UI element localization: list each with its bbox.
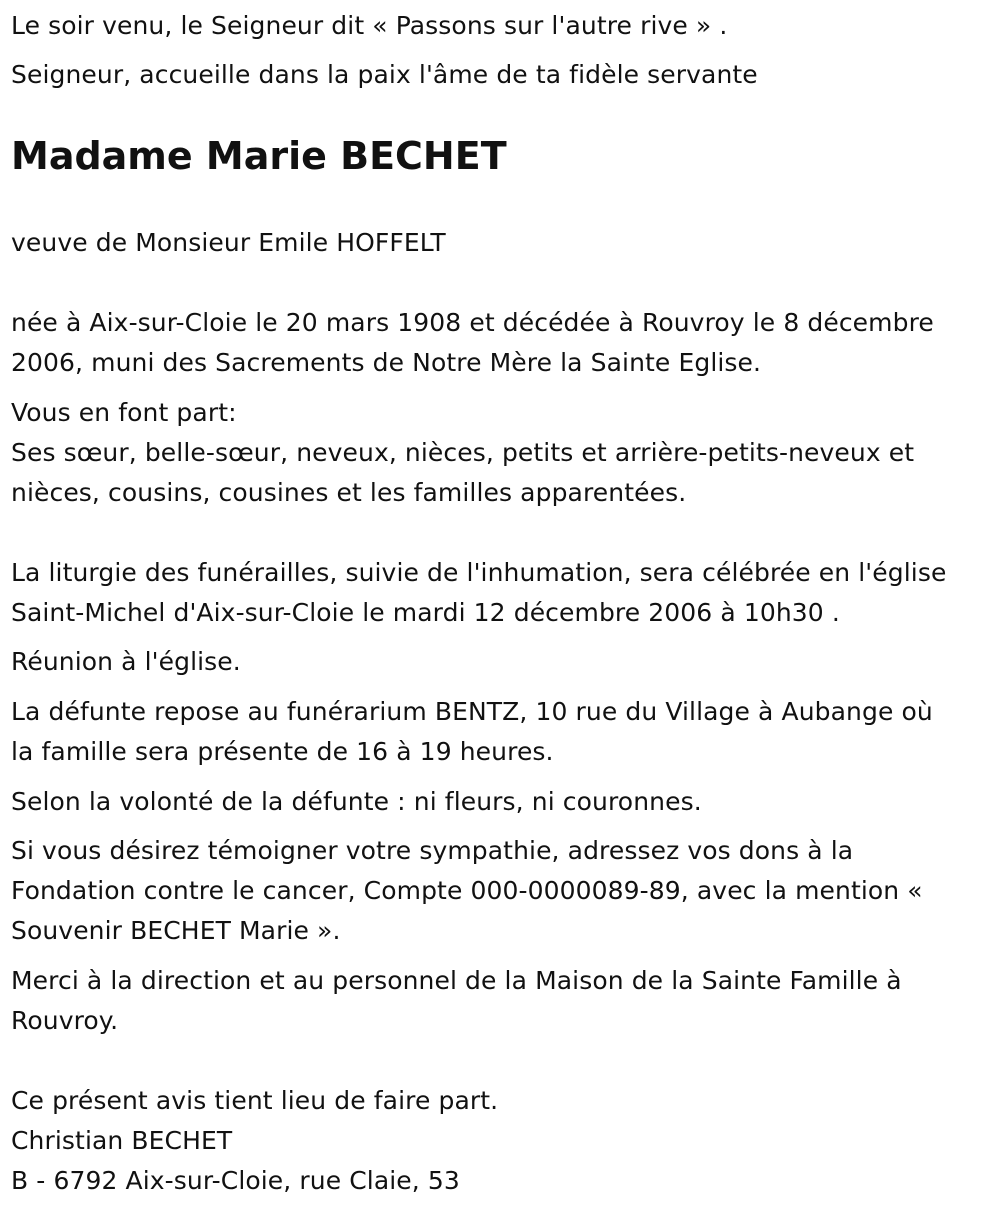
liturgy-text: Saint-Michel d'Aix-sur-Cloie le mardi 12 décembre 2006 à 10h30 . <box>11 598 840 627</box>
announcement-intro: Vous en font part: <box>11 398 237 427</box>
rest-place-text: la famille sera présente de 16 à 19 heures. <box>11 737 554 766</box>
thanks-text: Rouvroy. <box>11 1006 119 1035</box>
donation-text: Souvenir BECHET Marie ». <box>11 916 341 945</box>
family-text: nièces, cousins, cousines et les familles apparentées. <box>11 478 687 507</box>
wishes-text: Selon la volonté de la défunte : ni fleurs, ni couronnes. <box>11 787 702 816</box>
family-text: Ses sœur, belle-sœur, neveux, nièces, petits et arrière-petits-neveux et <box>11 438 915 467</box>
birth-death-text: née à Aix-sur-Cloie le 20 mars 1908 et décédée à Rouvroy le 8 décembre <box>11 308 934 337</box>
widow-of-text: veuve de Monsieur Emile HOFFELT <box>11 228 446 257</box>
birth-death-text: 2006, muni des Sacrements de Notre Mère la Sainte Eglise. <box>11 348 762 377</box>
donation-text: Fondation contre le cancer, Compte 000-0000089-89, avec la mention « <box>11 876 923 905</box>
closing-note: Ce présent avis tient lieu de faire part. <box>11 1086 499 1115</box>
signatory-address: B - 6792 Aix-sur-Cloie, rue Claie, 53 <box>11 1166 460 1195</box>
epigraph-line: Le soir venu, le Seigneur dit « Passons sur l'autre rive » . <box>11 11 728 40</box>
signatory-name: Christian BECHET <box>11 1126 233 1155</box>
donation-text: Si vous désirez témoigner votre sympathie, adressez vos dons à la <box>11 836 854 865</box>
meeting-text: Réunion à l'église. <box>11 647 241 676</box>
epigraph-line: Seigneur, accueille dans la paix l'âme de ta fidèle servante <box>11 60 758 89</box>
thanks-text: Merci à la direction et au personnel de la Maison de la Sainte Famille à <box>11 966 902 995</box>
deceased-name: Madame Marie BECHET <box>11 134 507 178</box>
rest-place-text: La défunte repose au funérarium BENTZ, 10 rue du Village à Aubange où <box>11 697 933 726</box>
liturgy-text: La liturgie des funérailles, suivie de l'inhumation, sera célébrée en l'église <box>11 558 947 587</box>
